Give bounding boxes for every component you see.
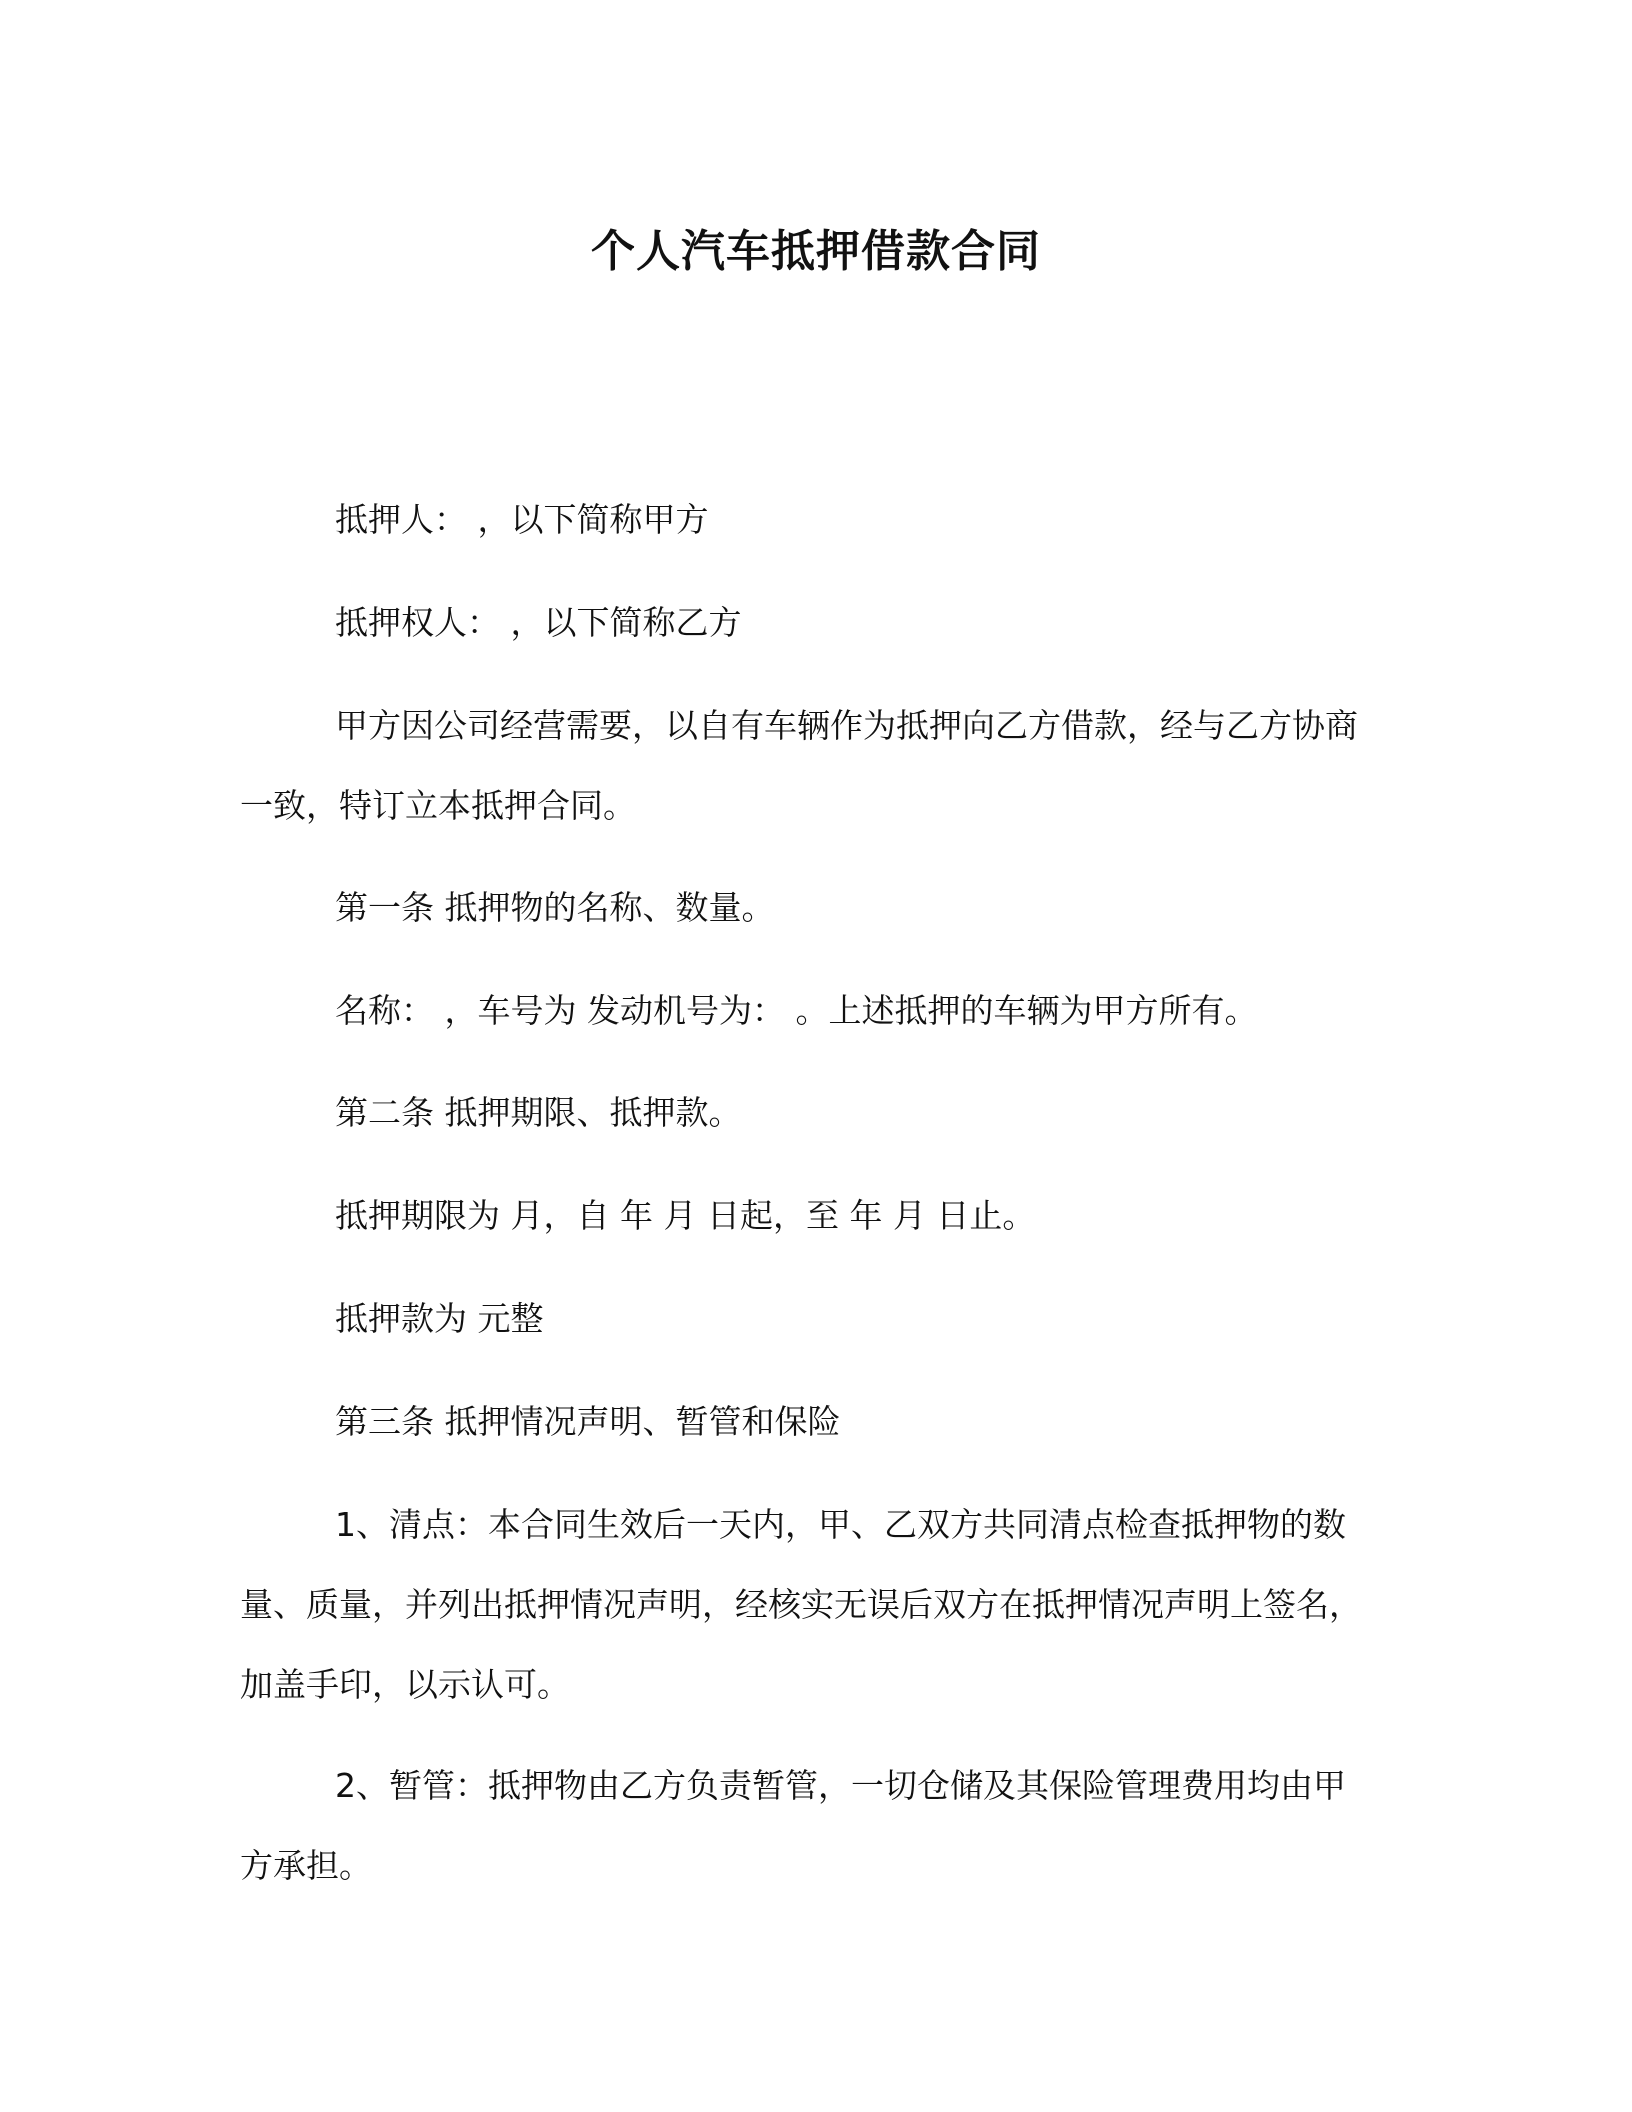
paragraph-mortgagee: 抵押权人： ，以下简称乙方 bbox=[335, 603, 742, 642]
paragraph-term: 抵押期限为 月，自 年 月 日起，至 年 月 日止。 bbox=[335, 1196, 1036, 1235]
paragraph-intro: 甲方因公司经营需要，以自有车辆作为抵押向乙方借款，经与乙方协商一致，特订立本抵押合同。 bbox=[240, 706, 1358, 825]
paragraph-article-1: 第一条 抵押物的名称、数量。 bbox=[335, 888, 775, 927]
paragraph-custody: 2、暂管：抵押物由乙方负责暂管，一切仓储及其保险管理费用均由甲方承担。 bbox=[240, 1766, 1346, 1885]
paragraph-mortgagor: 抵押人： ，以下简称甲方 bbox=[335, 500, 709, 539]
paragraph-article-1-content: 名称： ，车号为 发动机号为： 。上述抵押的车辆为甲方所有。 bbox=[335, 991, 1258, 1030]
paragraph-article-3: 第三条 抵押情况声明、暂管和保险 bbox=[335, 1402, 841, 1441]
document-title: 个人汽车抵押借款合同 bbox=[591, 226, 1041, 277]
paragraph-amount: 抵押款为 元整 bbox=[335, 1299, 544, 1338]
paragraph-article-2: 第二条 抵押期限、抵押款。 bbox=[335, 1093, 742, 1132]
paragraph-inventory: 1、清点：本合同生效后一天内，甲、乙双方共同清点检查抵押物的数量、质量，并列出抵押情况声明，经核实无误后双方在抵押情况声明上签名，加盖手印，以示认可。 bbox=[240, 1505, 1362, 1704]
